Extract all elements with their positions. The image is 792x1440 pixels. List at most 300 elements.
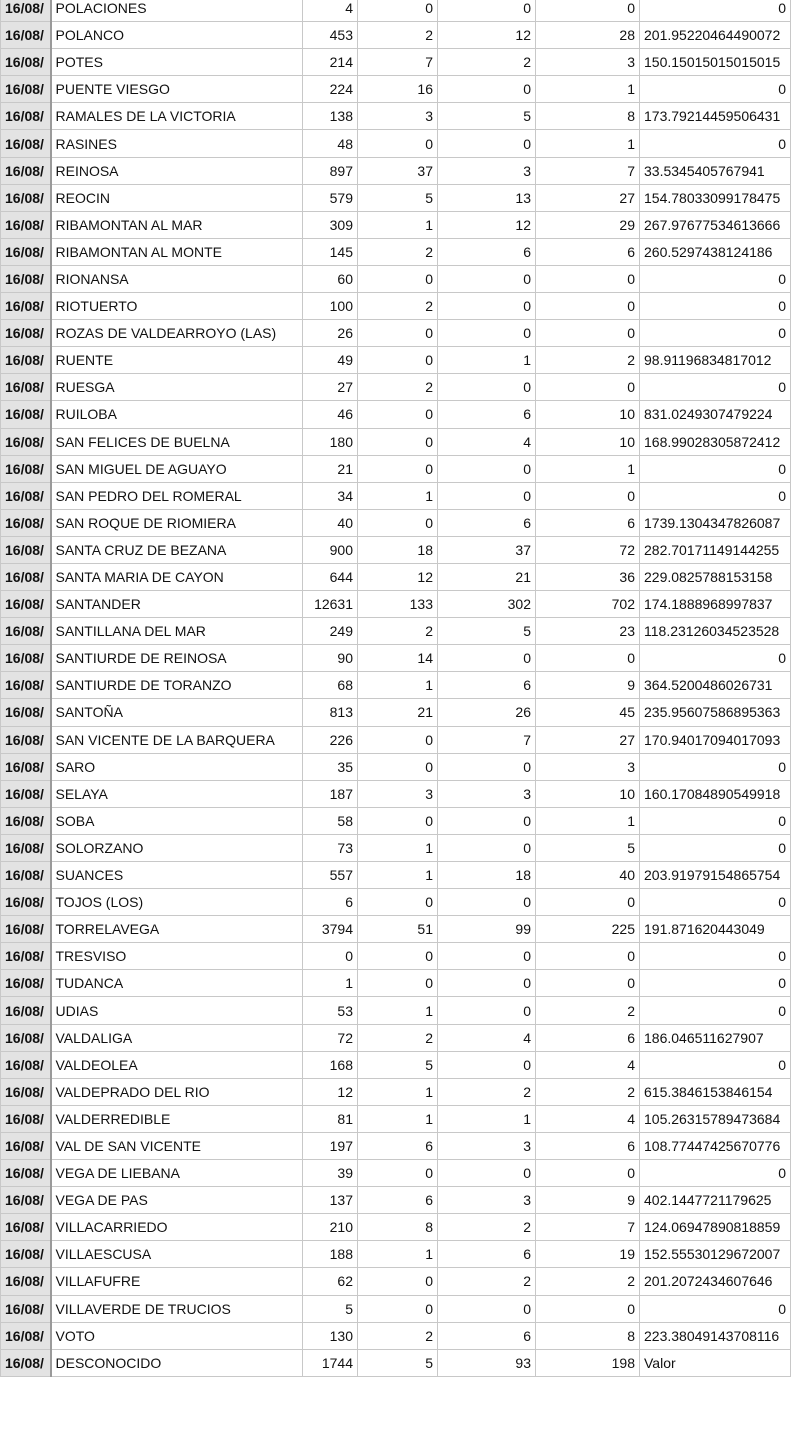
col-3-cell[interactable]: 2 [358,238,438,265]
col-5-cell[interactable]: 0 [536,1160,640,1187]
table-row[interactable] [1,103,791,130]
total-cases-cell[interactable]: 180 [303,428,358,455]
rate-cell[interactable]: 0 [640,0,791,22]
total-cases-cell[interactable]: 557 [303,862,358,889]
total-cases-cell[interactable]: 34 [303,482,358,509]
col-4-cell[interactable]: 0 [438,1051,536,1078]
col-4-cell[interactable]: 12 [438,211,536,238]
col-3-cell[interactable]: 6 [358,1132,438,1159]
date-cell[interactable]: 16/08/ [1,970,51,997]
date-cell[interactable]: 16/08/ [1,211,51,238]
rate-cell[interactable]: 168.99028305872412 [640,428,791,455]
table-row[interactable] [1,157,791,184]
col-5-cell[interactable]: 0 [536,0,640,22]
municipality-cell[interactable]: RAMALES DE LA VICTORIA [51,103,303,130]
municipality-cell[interactable]: SANTANDER [51,591,303,618]
rate-cell[interactable]: 0 [640,753,791,780]
rate-cell[interactable]: 260.5297438124186 [640,238,791,265]
table-row[interactable] [1,184,791,211]
col-5-cell[interactable]: 19 [536,1241,640,1268]
rate-cell[interactable]: 235.95607586895363 [640,699,791,726]
col-4-cell[interactable]: 0 [438,130,536,157]
total-cases-cell[interactable]: 26 [303,320,358,347]
table-row[interactable] [1,1132,791,1159]
col-3-cell[interactable]: 1 [358,1105,438,1132]
total-cases-cell[interactable]: 5 [303,1295,358,1322]
table-row[interactable] [1,1322,791,1349]
rate-cell[interactable]: 831.0249307479224 [640,401,791,428]
col-3-cell[interactable]: 0 [358,807,438,834]
municipality-cell[interactable]: SAN ROQUE DE RIOMIERA [51,509,303,536]
col-3-cell[interactable]: 0 [358,265,438,292]
municipality-cell[interactable]: VALDEOLEA [51,1051,303,1078]
municipality-cell[interactable]: SAN PEDRO DEL ROMERAL [51,482,303,509]
date-cell[interactable]: 16/08/ [1,834,51,861]
date-cell[interactable]: 16/08/ [1,591,51,618]
col-5-cell[interactable]: 72 [536,536,640,563]
rate-cell[interactable]: 0 [640,455,791,482]
date-cell[interactable]: 16/08/ [1,482,51,509]
col-4-cell[interactable]: 4 [438,1024,536,1051]
date-cell[interactable]: 16/08/ [1,1024,51,1051]
col-5-cell[interactable]: 8 [536,103,640,130]
col-4-cell[interactable]: 4 [438,428,536,455]
total-cases-cell[interactable]: 58 [303,807,358,834]
col-5-cell[interactable]: 40 [536,862,640,889]
total-cases-cell[interactable]: 100 [303,293,358,320]
col-3-cell[interactable]: 1 [358,672,438,699]
col-4-cell[interactable]: 12 [438,22,536,49]
date-cell[interactable]: 16/08/ [1,428,51,455]
date-cell[interactable]: 16/08/ [1,76,51,103]
municipality-cell[interactable]: VILLAFUFRE [51,1268,303,1295]
col-5-cell[interactable]: 0 [536,970,640,997]
rate-cell[interactable]: 170.94017094017093 [640,726,791,753]
col-5-cell[interactable]: 10 [536,428,640,455]
date-cell[interactable]: 16/08/ [1,780,51,807]
col-5-cell[interactable]: 2 [536,1078,640,1105]
col-5-cell[interactable]: 7 [536,157,640,184]
col-3-cell[interactable]: 0 [358,0,438,22]
col-4-cell[interactable]: 2 [438,1268,536,1295]
total-cases-cell[interactable]: 21 [303,455,358,482]
col-3-cell[interactable]: 2 [358,293,438,320]
col-3-cell[interactable]: 133 [358,591,438,618]
total-cases-cell[interactable]: 900 [303,536,358,563]
col-4-cell[interactable]: 0 [438,889,536,916]
col-3-cell[interactable]: 6 [358,1187,438,1214]
date-cell[interactable]: 16/08/ [1,49,51,76]
col-3-cell[interactable]: 0 [358,401,438,428]
col-5-cell[interactable]: 45 [536,699,640,726]
total-cases-cell[interactable]: 0 [303,943,358,970]
total-cases-cell[interactable]: 27 [303,374,358,401]
municipality-cell[interactable]: RUILOBA [51,401,303,428]
total-cases-cell[interactable]: 168 [303,1051,358,1078]
col-3-cell[interactable]: 0 [358,320,438,347]
rate-cell[interactable]: 0 [640,76,791,103]
col-4-cell[interactable]: 0 [438,645,536,672]
col-4-cell[interactable]: 2 [438,1078,536,1105]
rate-cell[interactable]: 1739.1304347826087 [640,509,791,536]
table-row[interactable] [1,0,791,22]
col-3-cell[interactable]: 2 [358,1322,438,1349]
col-3-cell[interactable]: 18 [358,536,438,563]
total-cases-cell[interactable]: 224 [303,76,358,103]
col-5-cell[interactable]: 0 [536,482,640,509]
col-3-cell[interactable]: 1 [358,862,438,889]
municipality-cell[interactable]: VAL DE SAN VICENTE [51,1132,303,1159]
col-3-cell[interactable]: 51 [358,916,438,943]
total-cases-cell[interactable]: 813 [303,699,358,726]
table-row[interactable] [1,916,791,943]
col-3-cell[interactable]: 0 [358,455,438,482]
col-5-cell[interactable]: 9 [536,1187,640,1214]
municipality-cell[interactable]: UDIAS [51,997,303,1024]
total-cases-cell[interactable]: 453 [303,22,358,49]
table-row[interactable] [1,76,791,103]
col-5-cell[interactable]: 6 [536,1024,640,1051]
col-5-cell[interactable]: 28 [536,22,640,49]
total-cases-cell[interactable]: 48 [303,130,358,157]
date-cell[interactable]: 16/08/ [1,157,51,184]
col-3-cell[interactable]: 2 [358,374,438,401]
col-3-cell[interactable]: 0 [358,943,438,970]
col-4-cell[interactable]: 0 [438,807,536,834]
date-cell[interactable]: 16/08/ [1,374,51,401]
col-4-cell[interactable]: 37 [438,536,536,563]
date-cell[interactable]: 16/08/ [1,997,51,1024]
rate-cell[interactable]: 191.871620443049 [640,916,791,943]
municipality-cell[interactable]: SELAYA [51,780,303,807]
municipality-cell[interactable]: SANTA MARIA DE CAYON [51,563,303,590]
col-5-cell[interactable]: 27 [536,184,640,211]
col-5-cell[interactable]: 0 [536,889,640,916]
col-5-cell[interactable]: 0 [536,1295,640,1322]
rate-cell[interactable]: 364.5200486026731 [640,672,791,699]
date-cell[interactable]: 16/08/ [1,726,51,753]
col-4-cell[interactable]: 26 [438,699,536,726]
total-cases-cell[interactable]: 309 [303,211,358,238]
municipality-cell[interactable]: SUANCES [51,862,303,889]
col-5-cell[interactable]: 0 [536,645,640,672]
col-4-cell[interactable]: 0 [438,293,536,320]
col-5-cell[interactable]: 1 [536,76,640,103]
col-5-cell[interactable]: 8 [536,1322,640,1349]
date-cell[interactable]: 16/08/ [1,1132,51,1159]
col-4-cell[interactable]: 0 [438,1295,536,1322]
rate-cell[interactable]: 0 [640,1295,791,1322]
table-row[interactable] [1,374,791,401]
col-4-cell[interactable]: 2 [438,1214,536,1241]
rate-cell[interactable]: 0 [640,807,791,834]
municipality-cell[interactable]: RUESGA [51,374,303,401]
municipality-cell[interactable]: SAN FELICES DE BUELNA [51,428,303,455]
col-4-cell[interactable]: 13 [438,184,536,211]
date-cell[interactable]: 16/08/ [1,22,51,49]
rate-cell[interactable]: 0 [640,645,791,672]
col-5-cell[interactable]: 3 [536,753,640,780]
col-3-cell[interactable]: 0 [358,1268,438,1295]
col-5-cell[interactable]: 23 [536,618,640,645]
col-3-cell[interactable]: 0 [358,509,438,536]
rate-cell[interactable]: 282.70171149144255 [640,536,791,563]
col-5-cell[interactable]: 10 [536,780,640,807]
col-5-cell[interactable]: 27 [536,726,640,753]
col-4-cell[interactable]: 6 [438,509,536,536]
table-row[interactable] [1,130,791,157]
rate-cell[interactable]: 0 [640,1160,791,1187]
col-3-cell[interactable]: 0 [358,1295,438,1322]
col-5-cell[interactable]: 3 [536,49,640,76]
date-cell[interactable]: 16/08/ [1,320,51,347]
rate-cell[interactable]: 152.55530129672007 [640,1241,791,1268]
municipality-cell[interactable]: RIONANSA [51,265,303,292]
col-4-cell[interactable]: 6 [438,238,536,265]
total-cases-cell[interactable]: 68 [303,672,358,699]
rate-cell[interactable]: 98.91196834817012 [640,347,791,374]
rate-cell[interactable]: 0 [640,997,791,1024]
date-cell[interactable]: 16/08/ [1,265,51,292]
col-3-cell[interactable]: 2 [358,1024,438,1051]
total-cases-cell[interactable]: 145 [303,238,358,265]
col-3-cell[interactable]: 1 [358,211,438,238]
total-cases-cell[interactable]: 73 [303,834,358,861]
col-4-cell[interactable]: 99 [438,916,536,943]
table-row[interactable] [1,428,791,455]
municipality-cell[interactable]: DESCONOCIDO [51,1349,303,1376]
total-cases-cell[interactable]: 214 [303,49,358,76]
col-5-cell[interactable]: 29 [536,211,640,238]
date-cell[interactable]: 16/08/ [1,455,51,482]
municipality-cell[interactable]: TOJOS (LOS) [51,889,303,916]
table-row[interactable] [1,889,791,916]
date-cell[interactable]: 16/08/ [1,103,51,130]
col-4-cell[interactable]: 0 [438,265,536,292]
municipality-cell[interactable]: SOBA [51,807,303,834]
col-3-cell[interactable]: 0 [358,1160,438,1187]
total-cases-cell[interactable]: 137 [303,1187,358,1214]
municipality-cell[interactable]: SANTOÑA [51,699,303,726]
date-cell[interactable]: 16/08/ [1,347,51,374]
col-3-cell[interactable]: 0 [358,428,438,455]
table-row[interactable] [1,862,791,889]
col-3-cell[interactable]: 0 [358,889,438,916]
col-5-cell[interactable]: 0 [536,265,640,292]
rate-cell[interactable]: 0 [640,482,791,509]
municipality-cell[interactable]: VILLAVERDE DE TRUCIOS [51,1295,303,1322]
col-4-cell[interactable]: 1 [438,1105,536,1132]
table-row[interactable] [1,834,791,861]
rate-cell[interactable]: 0 [640,1051,791,1078]
col-4-cell[interactable]: 5 [438,103,536,130]
total-cases-cell[interactable]: 62 [303,1268,358,1295]
total-cases-cell[interactable]: 40 [303,509,358,536]
col-4-cell[interactable]: 6 [438,1241,536,1268]
date-cell[interactable]: 16/08/ [1,943,51,970]
total-cases-cell[interactable]: 897 [303,157,358,184]
table-row[interactable] [1,1105,791,1132]
municipality-cell[interactable]: SANTILLANA DEL MAR [51,618,303,645]
col-5-cell[interactable]: 0 [536,943,640,970]
col-3-cell[interactable]: 16 [358,76,438,103]
table-row[interactable] [1,807,791,834]
col-4-cell[interactable]: 0 [438,753,536,780]
col-4-cell[interactable]: 0 [438,320,536,347]
col-5-cell[interactable]: 6 [536,238,640,265]
total-cases-cell[interactable]: 46 [303,401,358,428]
col-3-cell[interactable]: 3 [358,780,438,807]
municipality-cell[interactable]: SAN MIGUEL DE AGUAYO [51,455,303,482]
table-row[interactable] [1,943,791,970]
municipality-cell[interactable]: VEGA DE LIEBANA [51,1160,303,1187]
rate-cell[interactable]: 0 [640,943,791,970]
municipality-cell[interactable]: POLANCO [51,22,303,49]
date-cell[interactable]: 16/08/ [1,1268,51,1295]
total-cases-cell[interactable]: 3794 [303,916,358,943]
municipality-cell[interactable]: TUDANCA [51,970,303,997]
municipality-cell[interactable]: VEGA DE PAS [51,1187,303,1214]
rate-cell[interactable]: 186.046511627907 [640,1024,791,1051]
date-cell[interactable]: 16/08/ [1,509,51,536]
table-row[interactable] [1,1160,791,1187]
municipality-cell[interactable]: VALDERREDIBLE [51,1105,303,1132]
municipality-cell[interactable]: VILLAESCUSA [51,1241,303,1268]
total-cases-cell[interactable]: 72 [303,1024,358,1051]
date-cell[interactable]: 16/08/ [1,618,51,645]
total-cases-cell[interactable]: 187 [303,780,358,807]
total-cases-cell[interactable]: 188 [303,1241,358,1268]
col-4-cell[interactable]: 7 [438,726,536,753]
col-5-cell[interactable]: 6 [536,509,640,536]
col-5-cell[interactable]: 0 [536,374,640,401]
municipality-cell[interactable]: VALDEPRADO DEL RIO [51,1078,303,1105]
date-cell[interactable]: 16/08/ [1,753,51,780]
municipality-cell[interactable]: SANTA CRUZ DE BEZANA [51,536,303,563]
date-cell[interactable]: 16/08/ [1,699,51,726]
table-row[interactable] [1,726,791,753]
col-4-cell[interactable]: 0 [438,997,536,1024]
col-4-cell[interactable]: 6 [438,1322,536,1349]
total-cases-cell[interactable]: 1 [303,970,358,997]
municipality-cell[interactable]: VOTO [51,1322,303,1349]
col-5-cell[interactable]: 0 [536,320,640,347]
col-3-cell[interactable]: 37 [358,157,438,184]
date-cell[interactable]: 16/08/ [1,807,51,834]
municipality-cell[interactable]: TORRELAVEGA [51,916,303,943]
rate-cell[interactable]: 0 [640,374,791,401]
table-row[interactable] [1,509,791,536]
total-cases-cell[interactable]: 197 [303,1132,358,1159]
total-cases-cell[interactable]: 226 [303,726,358,753]
date-cell[interactable]: 16/08/ [1,1105,51,1132]
table-row[interactable] [1,1024,791,1051]
col-5-cell[interactable]: 36 [536,563,640,590]
col-3-cell[interactable]: 12 [358,563,438,590]
total-cases-cell[interactable]: 249 [303,618,358,645]
date-cell[interactable]: 16/08/ [1,1078,51,1105]
col-3-cell[interactable]: 7 [358,49,438,76]
rate-cell[interactable]: 118.23126034523528 [640,618,791,645]
rate-cell[interactable]: 33.5345405767941 [640,157,791,184]
total-cases-cell[interactable]: 210 [303,1214,358,1241]
date-cell[interactable]: 16/08/ [1,563,51,590]
rate-cell[interactable]: 0 [640,889,791,916]
col-4-cell[interactable]: 93 [438,1349,536,1376]
col-5-cell[interactable]: 1 [536,807,640,834]
col-4-cell[interactable]: 0 [438,1160,536,1187]
rate-cell[interactable]: 229.0825788153158 [640,563,791,590]
rate-cell[interactable]: 0 [640,293,791,320]
col-3-cell[interactable]: 0 [358,753,438,780]
col-4-cell[interactable]: 0 [438,970,536,997]
col-3-cell[interactable]: 1 [358,834,438,861]
col-5-cell[interactable]: 4 [536,1051,640,1078]
total-cases-cell[interactable]: 6 [303,889,358,916]
municipality-cell[interactable]: SOLORZANO [51,834,303,861]
rate-cell[interactable]: 124.06947890818859 [640,1214,791,1241]
municipality-cell[interactable]: RIOTUERTO [51,293,303,320]
table-row[interactable] [1,1241,791,1268]
total-cases-cell[interactable]: 644 [303,563,358,590]
col-4-cell[interactable]: 3 [438,1132,536,1159]
col-5-cell[interactable]: 10 [536,401,640,428]
date-cell[interactable]: 16/08/ [1,862,51,889]
municipality-cell[interactable]: RASINES [51,130,303,157]
col-5-cell[interactable]: 1 [536,130,640,157]
date-cell[interactable]: 16/08/ [1,645,51,672]
col-3-cell[interactable]: 2 [358,618,438,645]
rate-cell[interactable]: 267.97677534613666 [640,211,791,238]
col-4-cell[interactable]: 2 [438,49,536,76]
municipality-cell[interactable]: TRESVISO [51,943,303,970]
rate-cell[interactable]: 0 [640,265,791,292]
table-row[interactable] [1,753,791,780]
col-5-cell[interactable]: 5 [536,834,640,861]
col-5-cell[interactable]: 0 [536,293,640,320]
rate-cell[interactable]: 0 [640,130,791,157]
date-cell[interactable]: 16/08/ [1,1051,51,1078]
rate-cell[interactable]: 0 [640,320,791,347]
col-3-cell[interactable]: 2 [358,22,438,49]
col-4-cell[interactable]: 21 [438,563,536,590]
date-cell[interactable]: 16/08/ [1,916,51,943]
total-cases-cell[interactable]: 39 [303,1160,358,1187]
col-3-cell[interactable]: 8 [358,1214,438,1241]
municipality-cell[interactable]: REOCIN [51,184,303,211]
col-4-cell[interactable]: 0 [438,76,536,103]
municipality-cell[interactable]: POLACIONES [51,0,303,22]
rate-cell[interactable]: 615.3846153846154 [640,1078,791,1105]
municipality-cell[interactable]: SANTIURDE DE TORANZO [51,672,303,699]
date-cell[interactable]: 16/08/ [1,130,51,157]
municipality-cell[interactable]: POTES [51,49,303,76]
date-cell[interactable]: 16/08/ [1,1349,51,1376]
total-cases-cell[interactable]: 130 [303,1322,358,1349]
col-4-cell[interactable]: 6 [438,672,536,699]
total-cases-cell[interactable]: 4 [303,0,358,22]
total-cases-cell[interactable]: 60 [303,265,358,292]
rate-cell[interactable]: 223.38049143708116 [640,1322,791,1349]
table-row[interactable] [1,997,791,1024]
rate-cell[interactable]: 201.95220464490072 [640,22,791,49]
date-cell[interactable]: 16/08/ [1,293,51,320]
municipality-cell[interactable]: PUENTE VIESGO [51,76,303,103]
col-3-cell[interactable]: 1 [358,1078,438,1105]
total-cases-cell[interactable]: 90 [303,645,358,672]
col-3-cell[interactable]: 1 [358,997,438,1024]
table-row[interactable] [1,455,791,482]
